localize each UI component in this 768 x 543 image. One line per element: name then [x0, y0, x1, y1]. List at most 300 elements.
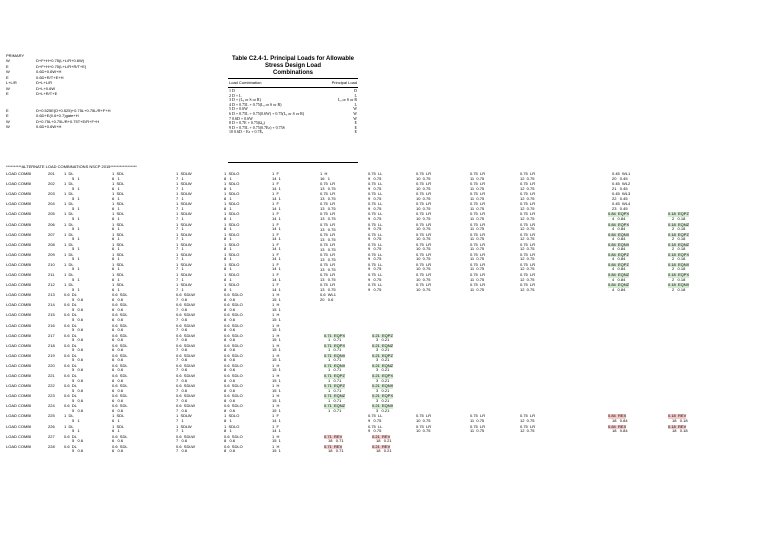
combo-dl: 1 DL: [64, 231, 74, 237]
combo-f-factor: 14 1: [272, 215, 281, 221]
combo-ll: 0.75 LL: [368, 423, 383, 429]
combo-id: 228: [48, 443, 55, 449]
table-rule: [228, 162, 358, 163]
row-label: LOAD COMBI: [6, 443, 32, 449]
combo-dl-factor: 5 0.6: [72, 347, 84, 353]
combo-sdlo: 1 SDLO: [224, 191, 240, 197]
combo-sdl-factor: 6 0.6: [112, 377, 124, 383]
combo-ll: 0.75 LL: [368, 241, 383, 247]
combo-f-factor: 15 1: [272, 397, 281, 403]
combo-eq-orth: 0.21 EQNZ: [372, 362, 394, 368]
combo-lr: 13 0.75: [320, 266, 336, 272]
combo-f: 1 H: [272, 443, 280, 449]
combo-ll: 0.75 LR: [520, 181, 536, 187]
combo-ll: 0.75 LR: [416, 191, 432, 197]
table-title-line2: Combinations: [273, 70, 313, 76]
combo-ll: 0.75 LL: [368, 231, 383, 237]
combo-eq-factor: 4 0.84: [612, 246, 626, 252]
combo-ll-factor: 11 0.75: [470, 417, 485, 423]
combo-sdl: 0.6 SDL: [112, 383, 128, 389]
combo-dl: 0.6 DL: [64, 302, 77, 308]
combo-f-factor: 14 1: [272, 428, 281, 433]
combo-ll: 0.75 LR: [416, 171, 432, 176]
combo-ll-factor: 9 0.75: [368, 266, 382, 272]
row-label: LOAD COMBI: [6, 383, 32, 389]
combo-rev: 0.21 REV: [372, 443, 391, 449]
combo-f: 1 F: [272, 282, 279, 288]
combo-eq-factor: 4 0.84: [612, 236, 626, 242]
combo-dl-factor: 5 1: [72, 205, 80, 211]
combo-eq-main: 0.84 EQPX: [608, 221, 630, 227]
combo-sdlo-factor: 8 0.6: [224, 407, 236, 413]
combo-f: 1 F: [272, 261, 279, 267]
combo-sdlo: 0.6 SDLO: [224, 342, 243, 348]
combo-sdl: 1 SDL: [112, 211, 125, 217]
combo-ll-factor: 9 0.75: [368, 205, 382, 211]
table-cell-principal: W: [353, 115, 357, 121]
combo-ll-factor: 9 0.75: [368, 175, 382, 181]
combo-eq-factor: 4 0.84: [612, 215, 626, 221]
combo-ll-factor: 12 0.75: [520, 236, 535, 242]
combo-ll-factor: 9 0.75: [368, 215, 382, 221]
table-cell-combination: 3 D + (Lₐ or S or R): [229, 97, 261, 103]
combo-dl-factor: 5 0.6: [72, 357, 84, 363]
combo-sdl-factor: 6 1: [112, 276, 120, 282]
combo-ll-factor: 11 0.75: [470, 256, 485, 262]
row-label: LOAD COMBI: [6, 302, 32, 308]
combo-sdl: 1 SDL: [112, 413, 125, 419]
combo-dl-factor: 5 1: [72, 236, 80, 242]
combo-sdl: 0.6 SDL: [112, 332, 128, 338]
table-cell-combination: 10 0.6D − Eₕ + 0.7Eᵥ: [229, 129, 264, 135]
combo-dl: 1 DL: [64, 251, 74, 257]
combo-ll-factor: 11 0.75: [470, 215, 485, 221]
row-label: LOAD COMBI: [6, 191, 32, 197]
table-col-left: Load Combination: [229, 80, 262, 85]
combo-ll-factor: 10 0.75: [416, 246, 431, 252]
combo-wl-factor: 23 0.45: [612, 205, 628, 211]
combo-sdl: 0.6 SDL: [112, 373, 128, 378]
combo-lr: 16 1: [320, 176, 331, 182]
combo-sdlo-factor: 8 1: [224, 195, 232, 201]
combo-ll-factor: 10 0.75: [416, 256, 431, 262]
combo-dl: 0.6 DL: [64, 322, 77, 328]
combo-sdlw-factor: 7 1: [176, 246, 184, 252]
combo-sdlw-factor: 7 1: [176, 276, 184, 282]
combo-sdlw: 0.6 SDLW: [176, 292, 196, 298]
combo-f: 1 F: [272, 272, 279, 277]
combo-lr: 0.75 LR: [320, 251, 336, 257]
combo-eq-orth-factor: 2 0.18: [672, 256, 686, 262]
combo-ll: 0.75 LR: [416, 413, 432, 419]
combo-sdlw-factor: 7 0.6: [176, 438, 188, 444]
combo-sdlw: 0.6 SDLW: [176, 342, 196, 348]
table-cell-principal: W: [353, 110, 357, 116]
combo-sdlo: 1 SDLO: [224, 221, 240, 227]
combo-dl-factor: 5 0.6: [72, 327, 84, 332]
combo-sdlo-factor: 8 1: [224, 286, 232, 292]
combo-eq-orth: 0.21 EQPZ: [372, 332, 393, 338]
combo-id: 210: [48, 261, 55, 267]
combo-ll: 0.75 LR: [470, 211, 486, 217]
combo-eq-orth: 0.18 EQPZ: [668, 231, 689, 237]
combo-sdl: 0.6 SDL: [112, 302, 128, 308]
combo-dl-factor: 5 0.6: [72, 407, 84, 413]
combo-sdl-factor: 6 1: [112, 417, 120, 423]
combo-id: 223: [48, 393, 55, 399]
combo-sdlw-factor: 7 0.6: [176, 448, 188, 454]
combo-ll-factor: 10 0.75: [416, 226, 431, 231]
combo-eq-main: 0.71 EQPX: [324, 342, 346, 348]
combo-ll-factor: 10 0.75: [416, 428, 431, 433]
combo-f-factor: 15 1: [272, 367, 281, 373]
combo-dl-factor: 5 0.6: [72, 337, 84, 343]
combo-sdl-factor: 6 1: [112, 428, 120, 433]
combo-sdl-factor: 6 0.6: [112, 448, 124, 454]
combo-sdlo-factor: 8 1: [224, 417, 232, 423]
combo-rev-factor: 18 0.21: [376, 448, 392, 454]
row-label: LOAD COMBI: [6, 181, 32, 187]
combo-ll: 0.75 LR: [470, 413, 486, 419]
primary-label: E: [6, 91, 9, 96]
combo-sdlo: 0.6 SDLO: [224, 383, 243, 389]
row-label: LOAD COMBI: [6, 272, 32, 277]
combo-sdlw-factor: 7 1: [176, 226, 184, 231]
combo-ll-factor: 12 0.75: [520, 215, 535, 221]
combo-sdl: 1 SDL: [112, 201, 125, 207]
combo-f: 1 F: [272, 211, 279, 217]
combo-sdlo: 1 SDLO: [224, 211, 240, 217]
combo-f-factor: 14 1: [272, 175, 281, 181]
combo-dl-factor: 5 1: [72, 256, 80, 262]
primary-formula: 0.6D+0.6W+H: [36, 124, 62, 129]
combo-ll: 0.75 LR: [416, 221, 432, 227]
combo-ll-factor: 12 0.75: [520, 428, 535, 433]
combo-sdlo: 0.6 SDLO: [224, 373, 243, 378]
table-cell-principal: W: [353, 106, 357, 112]
combo-sdlo-factor: 8 0.6: [224, 448, 236, 454]
combo-sdlo: 1 SDLO: [224, 181, 240, 187]
combo-sdlo-factor: 8 1: [224, 215, 232, 221]
row-label: LOAD COMBI: [6, 282, 32, 288]
combo-eq-main: 0.84 EQNX: [608, 231, 630, 237]
combo-f: 1 H: [272, 342, 280, 348]
table-cell-combination: 1 D: [229, 88, 235, 93]
combo-ll: 0.75 LR: [416, 241, 432, 247]
combo-sdl: 0.6 SDL: [112, 292, 128, 298]
combo-id: 216: [48, 322, 55, 328]
combo-sdlw-factor: 7 0.6: [176, 316, 188, 322]
combo-dl: 1 DL: [64, 211, 74, 217]
combo-ll: 0.75 LL: [368, 171, 383, 176]
combo-lr: 0.75 LR: [320, 231, 336, 237]
combo-id: 208: [48, 241, 55, 247]
combo-sdl-factor: 6 1: [112, 175, 120, 181]
row-label: LOAD COMBI: [6, 352, 32, 358]
combo-f-factor: 14 1: [272, 256, 281, 262]
combo-ll: 0.75 LR: [470, 282, 486, 288]
primary-formula: 0.6D+E(0.6+0.7)gate+H: [36, 113, 79, 118]
combo-sdlo: 1 SDLO: [224, 261, 240, 267]
combo-eq-factor: 1 0.71: [328, 407, 342, 413]
combo-dl: 0.6 DL: [64, 332, 77, 338]
combo-eq-factor: 4 0.84: [612, 266, 626, 272]
combo-sdlw-factor: 7 0.6: [176, 327, 188, 332]
combo-sdlo-factor: 8 0.6: [224, 327, 236, 332]
combo-sdlo: 0.6 SDLO: [224, 403, 243, 409]
primary-label: E: [6, 107, 9, 113]
row-label: LOAD COMBI: [6, 322, 32, 328]
combo-f: 1 F: [272, 201, 279, 207]
combo-wl: 0.45 WL3: [612, 191, 631, 197]
primary-label: E: [6, 113, 9, 118]
primary-label: E: [6, 63, 9, 69]
combo-sdlw-factor: 7 1: [176, 215, 184, 221]
combo-lr: 20 0.6: [320, 297, 334, 303]
combo-sdlo: 1 SDLO: [224, 201, 240, 207]
combo-sdl-factor: 6 0.6: [112, 438, 124, 444]
combo-eq-orth-factor: 3 0.21: [376, 357, 390, 363]
combo-dl: 1 DL: [64, 282, 74, 288]
combo-sdl: 1 SDL: [112, 423, 125, 429]
combo-eq-orth-factor: 3 0.21: [376, 337, 390, 343]
combo-ll-factor: 10 0.75: [416, 236, 431, 242]
combo-lr: 0.75 LR: [320, 282, 336, 288]
row-label: LOAD COMBI: [6, 433, 32, 439]
combo-sdlw: 0.6 SDLW: [176, 352, 196, 358]
combo-sdlw-factor: 7 0.6: [176, 407, 188, 413]
combo-sdl-factor: 6 0.6: [112, 367, 124, 373]
combo-sdl-factor: 6 0.6: [112, 357, 124, 363]
combo-wl: 0.45 WL2: [612, 181, 631, 187]
combo-eq-main: 0.71 EQNX: [324, 362, 346, 368]
combo-ll-factor: 9 0.75: [368, 417, 382, 423]
combo-sdlo: 0.6 SDLO: [224, 292, 243, 298]
combo-ll: 0.75 LL: [368, 211, 383, 217]
combo-eq-main: 0.84 EQPZ: [608, 251, 629, 257]
combo-sdlo: 1 SDLO: [224, 231, 240, 237]
combo-sdlo-factor: 8 0.6: [224, 387, 236, 393]
combo-f-factor: 14 1: [272, 185, 281, 191]
combo-ll-factor: 10 0.75: [416, 215, 431, 221]
combo-eq-orth: 0.18 EQNZ: [668, 241, 690, 247]
combo-lr: 0.75 LR: [320, 241, 336, 247]
combo-ll-factor: 12 0.75: [520, 226, 535, 231]
combo-sdlo-factor: 8 1: [224, 428, 232, 433]
primary-formula: 0.6D+R/T+E+H: [36, 74, 64, 80]
combo-f-factor: 15 1: [272, 306, 281, 312]
combo-ll: 0.75 LR: [520, 282, 536, 288]
combo-sdlw: 1 SDLW: [176, 261, 192, 267]
combo-id: 214: [48, 302, 55, 308]
combo-f: 1 H: [272, 332, 280, 338]
primary-label: W: [6, 124, 10, 129]
primary-label: W: [6, 85, 10, 91]
combo-dl-factor: 5 0.6: [72, 438, 84, 444]
combo-id: 212: [48, 282, 55, 288]
combo-sdl: 0.6 SDL: [112, 312, 128, 318]
combo-ll: 0.75 LR: [470, 201, 486, 207]
combo-sdlo-factor: 8 1: [224, 256, 232, 262]
combo-sdl-factor: 6 1: [112, 256, 120, 262]
combo-sdlw: 1 SDLW: [176, 181, 192, 187]
combo-eq-main: 0.84 EQNZ: [608, 272, 630, 277]
combo-dl-factor: 5 0.6: [72, 448, 84, 454]
combo-dl: 0.6 DL: [64, 373, 77, 378]
combo-id: 211: [48, 272, 55, 277]
combo-f: 1 F: [272, 423, 279, 429]
combo-ll-factor: 11 0.75: [470, 195, 485, 201]
combo-dl-factor: 5 1: [72, 175, 80, 181]
combo-f: 1 F: [272, 231, 279, 237]
combo-ll-factor: 12 0.75: [520, 246, 535, 252]
combo-sdlw-factor: 7 0.6: [176, 347, 188, 353]
combo-f-factor: 15 1: [272, 316, 281, 322]
combo-ll-factor: 9 0.75: [368, 195, 382, 201]
combo-sdlw: 0.6 SDLW: [176, 443, 196, 449]
combo-sdlw: 1 SDLW: [176, 211, 192, 217]
combo-id: 207: [48, 231, 55, 237]
combo-ll-factor: 12 0.75: [520, 205, 535, 211]
table-cell-combination: 9 D + 0.75L + 0.75(0.7Eₕ) + 0.75S: [229, 124, 285, 130]
combo-eq-main: 0.71 EQPZ: [324, 373, 345, 378]
combo-ll: 0.75 LR: [416, 251, 432, 257]
combo-dl-factor: 5 0.6: [72, 387, 84, 393]
combo-eq-orth-factor: 2 0.18: [672, 226, 686, 231]
combo-ll-factor: 10 0.75: [416, 266, 431, 272]
combo-dl-factor: 5 0.6: [72, 397, 84, 403]
primary-formula: D+0.75L+0.75L/R+0.75T+E/R+F+H: [36, 118, 100, 124]
combo-lr: 0.75 LR: [320, 191, 336, 197]
combo-ll: 0.75 LR: [520, 241, 536, 247]
combo-sdlw: 1 SDLW: [176, 251, 192, 257]
combo-ll: 0.75 LR: [520, 413, 536, 419]
combo-sdl: 1 SDL: [112, 272, 125, 277]
combo-dl-factor: 5 1: [72, 195, 80, 201]
combo-eq-orth: 0.18 EQPX: [668, 251, 690, 257]
table-title-line1: Table C2.4-1. Principal Loads for Allowable Stress Design Load: [231, 56, 355, 69]
table-col-right: Principal Load: [331, 80, 357, 85]
combo-eq-main: 0.71 EQPX: [324, 332, 346, 338]
combo-ll: 0.75 LR: [416, 282, 432, 288]
table-cell-principal: D: [354, 88, 357, 93]
primary-formula: 0.6D+0.6W+H: [36, 69, 62, 74]
combo-ll: 0.75 LR: [520, 171, 536, 176]
combo-sdlw-factor: 7 1: [176, 428, 184, 433]
combo-f-factor: 14 1: [272, 195, 281, 201]
combo-ll: 0.75 LL: [368, 181, 383, 187]
combo-sdl-factor: 6 1: [112, 205, 120, 211]
combo-ll-factor: 11 0.75: [470, 175, 485, 181]
combo-sdlo: 1 SDLO: [224, 171, 240, 176]
combo-ll: 0.75 LR: [416, 423, 432, 429]
combo-sdlw: 0.6 SDLW: [176, 393, 196, 399]
combo-sdl-factor: 6 0.6: [112, 387, 124, 393]
combo-sdlw: 0.6 SDLW: [176, 403, 196, 409]
combo-dl-factor: 5 0.6: [72, 306, 84, 312]
combo-sdl: 0.6 SDL: [112, 433, 128, 439]
combo-ll: 0.75 LR: [520, 251, 536, 257]
combo-ll-factor: 12 0.75: [520, 195, 535, 201]
combo-f-factor: 14 1: [272, 246, 281, 252]
primary-header: PRIMARY: [6, 53, 25, 58]
primary-label: W: [6, 69, 10, 74]
table-cell-principal: E: [354, 129, 357, 135]
combo-f: 1 H: [272, 352, 280, 358]
combo-sdl: 0.6 SDL: [112, 352, 128, 358]
combo-wl-factor: 21 0.45: [612, 185, 628, 191]
combo-ll-factor: 12 0.75: [520, 256, 535, 262]
combo-ll: 0.75 LR: [520, 221, 536, 227]
combo-dl-factor: 5 1: [72, 185, 80, 191]
combo-dl-factor: 5 0.6: [72, 377, 84, 383]
combo-ll-factor: 12 0.75: [520, 175, 535, 181]
combo-lr: 13 0.75: [320, 287, 336, 293]
primary-label: L+L/R: [6, 80, 17, 85]
primary-label: W: [6, 58, 10, 63]
combo-id: 215: [48, 312, 55, 318]
combo-sdlo-factor: 8 1: [224, 236, 232, 242]
combo-sdl: 1 SDL: [112, 282, 125, 288]
combo-id: 222: [48, 383, 55, 389]
table-cell-principal: E: [354, 124, 357, 130]
combo-sdlw-factor: 7 0.6: [176, 296, 188, 302]
combo-lr: 0.75 LR: [320, 261, 336, 267]
combo-ll-factor: 10 0.75: [416, 417, 431, 423]
table-cell-combination: 6 D + 0.75L + 0.75(0.6W) + 0.75(Lₐ or S or R): [229, 110, 305, 116]
combo-sdl-factor: 6 1: [112, 226, 120, 231]
combo-sdlo-factor: 8 0.6: [224, 367, 236, 373]
table-cell-combination: 2 D + L: [229, 92, 242, 98]
row-label: LOAD COMBI: [6, 211, 32, 217]
combo-ll-factor: 9 0.75: [368, 428, 382, 433]
row-label: LOAD COMBI: [6, 423, 32, 429]
combo-sdlo: 1 SDLO: [224, 241, 240, 247]
combo-sdl-factor: 6 1: [112, 266, 120, 272]
combo-sdl: 0.6 SDL: [112, 342, 128, 348]
combo-sdlw: 1 SDLW: [176, 282, 192, 288]
combo-id: 224: [48, 403, 55, 409]
combo-ll: 0.75 LL: [368, 272, 383, 277]
combo-sdl-factor: 6 1: [112, 246, 120, 252]
combo-id: 201: [48, 171, 55, 176]
combo-eq-factor: 1 0.71: [328, 377, 342, 383]
combo-ll: 0.75 LL: [368, 201, 383, 207]
combo-ll-factor: 11 0.75: [470, 428, 485, 433]
combo-ll-factor: 9 0.75: [368, 236, 382, 242]
combo-dl: 1 DL: [64, 181, 74, 187]
combo-ll: 0.75 LR: [416, 261, 432, 267]
combo-ll-factor: 9 0.75: [368, 286, 382, 292]
combo-eq-orth: 0.18 EQNX: [668, 282, 690, 288]
combo-eq-orth-factor: 3 0.21: [376, 387, 390, 393]
combo-eq-orth-factor: 3 0.21: [376, 407, 390, 413]
combo-id: 227: [48, 433, 55, 439]
combo-f: 1 H: [272, 383, 280, 389]
combo-ll: 0.75 LL: [368, 282, 383, 288]
table-cell-combination: 7 0.6D + 0.6W: [229, 115, 253, 121]
combo-ll-factor: 10 0.75: [416, 175, 431, 181]
combo-ll-factor: 9 0.75: [368, 226, 382, 231]
combo-sdlo: 0.6 SDLO: [224, 322, 243, 328]
combo-sdlw-factor: 7 0.6: [176, 367, 188, 373]
combo-lr: 0.75 LR: [320, 272, 336, 277]
combo-sdlw-factor: 7 0.6: [176, 357, 188, 363]
combo-sdl-factor: 6 0.6: [112, 327, 124, 332]
combo-lr: 13 0.75: [320, 236, 336, 242]
combo-sdl-factor: 6 0.6: [112, 407, 124, 413]
combo-sdlo: 0.6 SDLO: [224, 352, 243, 358]
